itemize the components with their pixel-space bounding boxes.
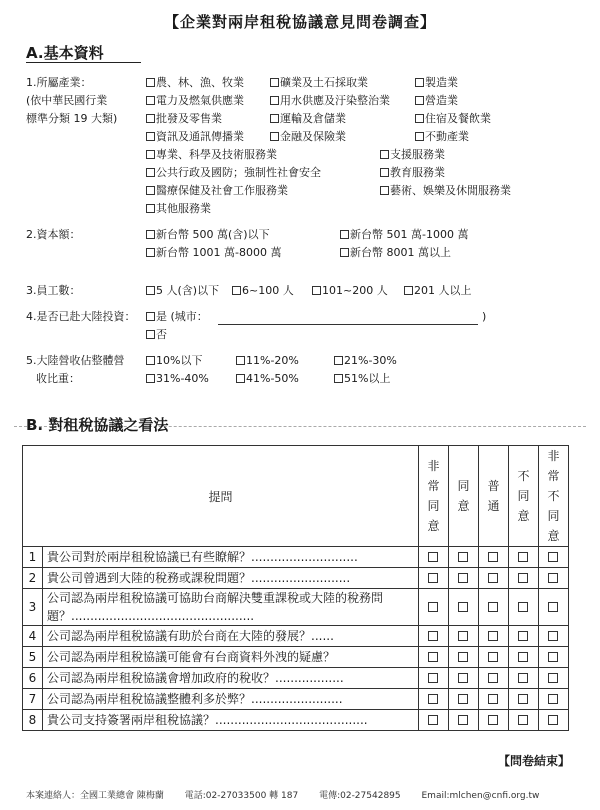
checkbox[interactable] xyxy=(312,286,321,295)
checkbox[interactable] xyxy=(340,248,349,257)
row-number: 2 xyxy=(23,568,43,589)
checkbox[interactable] xyxy=(236,374,245,383)
q1-option[interactable]: 運輸及倉儲業 xyxy=(270,110,346,128)
section-b-heading: B. 對租稅協議之看法 xyxy=(26,416,169,434)
table-row xyxy=(23,626,569,647)
checkbox[interactable] xyxy=(146,230,155,239)
q1-option[interactable]: 用水供應及汙染整治業 xyxy=(270,92,390,110)
table-row xyxy=(23,547,569,568)
table-row xyxy=(23,647,569,668)
checkbox[interactable] xyxy=(548,715,558,725)
checkbox[interactable] xyxy=(270,132,279,141)
checkbox[interactable] xyxy=(518,673,528,683)
checkbox[interactable] xyxy=(428,652,438,662)
contact-phone: 電話:02-27033500 轉 187 xyxy=(184,791,299,801)
checkbox[interactable] xyxy=(232,286,241,295)
checkbox[interactable] xyxy=(548,652,558,662)
q1-option[interactable]: 支援服務業 xyxy=(380,146,445,164)
row-number: 8 xyxy=(23,710,43,731)
q2-option[interactable]: 新台幣 1001 萬-8000 萬 xyxy=(146,244,281,262)
table-row xyxy=(23,589,569,626)
checkbox[interactable] xyxy=(146,114,155,123)
row-question: 公司認為兩岸租稅協議整體利多於弊？........................ xyxy=(43,689,419,710)
opinion-table xyxy=(22,445,569,731)
checkbox[interactable] xyxy=(428,673,438,683)
checkbox[interactable] xyxy=(518,652,528,662)
checkbox[interactable] xyxy=(146,150,155,159)
q4-option-yes[interactable]: 是 (城市： xyxy=(146,308,208,326)
q1-option[interactable]: 專業、科學及技術服務業 xyxy=(146,146,277,164)
row-question: 貴公司對於兩岸租稅協議已有些瞭解？............................ xyxy=(43,547,419,568)
checkbox[interactable] xyxy=(458,573,468,583)
q4-close-paren: ) xyxy=(482,310,487,323)
checkbox[interactable] xyxy=(458,602,468,612)
checkbox[interactable] xyxy=(146,248,155,257)
q1-option[interactable]: 資訊及通訊傳播業 xyxy=(146,128,244,146)
row-number: 5 xyxy=(23,647,43,668)
row-number: 3 xyxy=(23,589,43,626)
scale-disagree: 不 同 意 xyxy=(509,446,539,547)
checkbox[interactable] xyxy=(415,132,424,141)
contact-person: 本案連絡人：全國工業總會 陳梅蘭 xyxy=(26,791,164,801)
scale-strongly-disagree: 非 常 不 同 意 xyxy=(539,446,569,547)
q2-option[interactable]: 新台幣 501 萬-1000 萬 xyxy=(340,226,468,244)
checkbox[interactable] xyxy=(488,694,498,704)
row-question: 貴公司曾遇到大陸的稅務或課稅問題？.......................... xyxy=(43,568,419,589)
checkbox[interactable] xyxy=(458,715,468,725)
checkbox[interactable] xyxy=(488,652,498,662)
checkbox[interactable] xyxy=(428,694,438,704)
checkbox[interactable] xyxy=(146,96,155,105)
checkbox[interactable] xyxy=(334,374,343,383)
q3-label: 3.員工數： xyxy=(26,284,81,297)
q2-option[interactable]: 新台幣 8001 萬以上 xyxy=(340,244,451,262)
q3-option[interactable]: 101~200 人 xyxy=(312,282,388,300)
checkbox[interactable] xyxy=(146,374,155,383)
checkbox[interactable] xyxy=(270,78,279,87)
checkbox[interactable] xyxy=(236,356,245,365)
checkbox[interactable] xyxy=(146,204,155,213)
checkbox[interactable] xyxy=(146,312,155,321)
checkbox[interactable] xyxy=(548,673,558,683)
checkbox[interactable] xyxy=(518,631,528,641)
checkbox[interactable] xyxy=(334,356,343,365)
q4-option-no[interactable]: 否 xyxy=(146,326,167,344)
checkbox[interactable] xyxy=(458,552,468,562)
checkbox[interactable] xyxy=(428,631,438,641)
checkbox[interactable] xyxy=(380,150,389,159)
q3-option[interactable]: 6~100 人 xyxy=(232,282,294,300)
checkbox[interactable] xyxy=(415,78,424,87)
scale-agree: 同 意 xyxy=(449,446,479,547)
q1-option[interactable]: 藝術、娛樂及休閒服務業 xyxy=(380,182,511,200)
footer-contact xyxy=(26,788,586,801)
checkbox[interactable] xyxy=(458,673,468,683)
checkbox[interactable] xyxy=(458,652,468,662)
checkbox[interactable] xyxy=(415,96,424,105)
q2-option[interactable]: 新台幣 500 萬(含)以下 xyxy=(146,226,270,244)
row-question: 公司認為兩岸租稅協議會增加政府的稅收？.................. xyxy=(43,668,419,689)
q1-label-note: (依中華民國行業 xyxy=(26,94,108,107)
checkbox[interactable] xyxy=(428,552,438,562)
checkbox[interactable] xyxy=(146,132,155,141)
checkbox[interactable] xyxy=(518,552,528,562)
table-row xyxy=(23,710,569,731)
q5-option[interactable]: 31%-40% xyxy=(146,370,209,388)
checkbox[interactable] xyxy=(146,356,155,365)
q1-label-note: 標準分類 19 大類) xyxy=(26,112,118,125)
q5-label-cont: 收比重： xyxy=(36,372,80,385)
checkbox[interactable] xyxy=(488,715,498,725)
checkbox[interactable] xyxy=(146,330,155,339)
checkbox[interactable] xyxy=(415,114,424,123)
checkbox[interactable] xyxy=(488,631,498,641)
q1-option[interactable]: 礦業及土石採取業 xyxy=(270,74,368,92)
section-a-underline xyxy=(26,62,141,63)
q1-option[interactable]: 製造業 xyxy=(415,74,458,92)
row-number: 4 xyxy=(23,626,43,647)
row-number: 1 xyxy=(23,547,43,568)
row-question: 公司認為兩岸租稅協議有助於台商在大陸的發展？...... xyxy=(43,626,419,647)
q5-option[interactable]: 21%-30% xyxy=(334,352,397,370)
checkbox[interactable] xyxy=(488,573,498,583)
q5-option[interactable]: 11%-20% xyxy=(236,352,299,370)
scale-strongly-agree: 非 常 同 意 xyxy=(419,446,449,547)
q3-option[interactable]: 201 人以上 xyxy=(404,282,472,300)
q4-label: 4.是否已赴大陸投資： xyxy=(26,310,136,323)
q2-label: 2.資本額： xyxy=(26,228,81,241)
q5-label: 5.大陸營收佔整體營 xyxy=(26,354,125,367)
checkbox[interactable] xyxy=(428,602,438,612)
q1-option[interactable]: 批發及零售業 xyxy=(146,110,222,128)
checkbox[interactable] xyxy=(548,552,558,562)
checkbox[interactable] xyxy=(146,168,155,177)
checkbox[interactable] xyxy=(380,186,389,195)
checkbox[interactable] xyxy=(458,694,468,704)
checkbox[interactable] xyxy=(518,694,528,704)
checkbox[interactable] xyxy=(404,286,413,295)
table-header-row xyxy=(23,446,569,547)
checkbox[interactable] xyxy=(488,673,498,683)
q1-option[interactable]: 住宿及餐飲業 xyxy=(415,110,491,128)
q1-option[interactable]: 金融及保險業 xyxy=(270,128,346,146)
checkbox[interactable] xyxy=(488,552,498,562)
checkbox[interactable] xyxy=(270,114,279,123)
page-title: 【企業對兩岸租稅協議意見問卷調查】 xyxy=(163,13,436,31)
question-header: 提問 xyxy=(23,446,419,547)
checkbox[interactable] xyxy=(146,286,155,295)
row-question: 公司認為兩岸租稅協議可協助台商解決雙重課稅或大陸的稅務問題？................................................ xyxy=(43,589,419,626)
checkbox[interactable] xyxy=(428,715,438,725)
checkbox[interactable] xyxy=(548,602,558,612)
checkbox[interactable] xyxy=(518,715,528,725)
row-question: 貴公司支持簽署兩岸租稅協議？........................................ xyxy=(43,710,419,731)
q3-option[interactable]: 5 人(含)以下 xyxy=(146,282,219,300)
q1-option[interactable]: 醫療保健及社會工作服務業 xyxy=(146,182,288,200)
checkbox[interactable] xyxy=(428,573,438,583)
checkbox[interactable] xyxy=(518,602,528,612)
checkbox[interactable] xyxy=(340,230,349,239)
table-row xyxy=(23,568,569,589)
table-row xyxy=(23,668,569,689)
q1-option[interactable]: 電力及燃氣供應業 xyxy=(146,92,244,110)
contact-fax: 電傳:02-27542895 xyxy=(319,791,401,801)
q1-option[interactable]: 營造業 xyxy=(415,92,458,110)
checkbox[interactable] xyxy=(458,631,468,641)
checkbox[interactable] xyxy=(488,602,498,612)
checkbox[interactable] xyxy=(518,573,528,583)
checkbox[interactable] xyxy=(548,573,558,583)
checkbox[interactable] xyxy=(380,168,389,177)
scale-neutral: 普 通 xyxy=(479,446,509,547)
row-number: 7 xyxy=(23,689,43,710)
q1-option[interactable]: 其他服務業 xyxy=(146,200,211,218)
q5-option[interactable]: 10%以下 xyxy=(146,352,202,370)
end-note: 【問卷結束】 xyxy=(498,754,571,768)
section-a-heading: A.基本資料 xyxy=(26,44,104,62)
row-number: 6 xyxy=(23,668,43,689)
city-input-line[interactable] xyxy=(218,324,478,325)
q5-option[interactable]: 41%-50% xyxy=(236,370,299,388)
q1-label: 1.所屬產業： xyxy=(26,76,92,89)
checkbox[interactable] xyxy=(548,694,558,704)
q5-option[interactable]: 51%以上 xyxy=(334,370,390,388)
q1-option[interactable]: 不動產業 xyxy=(415,128,469,146)
checkbox[interactable] xyxy=(270,96,279,105)
q1-option[interactable]: 公共行政及國防；強制性社會安全 xyxy=(146,164,321,182)
row-question: 公司認為兩岸租稅協議可能會有台商資料外洩的疑慮？ xyxy=(43,647,419,668)
checkbox[interactable] xyxy=(548,631,558,641)
q1-option[interactable]: 農、林、漁、牧業 xyxy=(146,74,244,92)
checkbox[interactable] xyxy=(146,186,155,195)
checkbox[interactable] xyxy=(146,78,155,87)
contact-email[interactable]: Email:mlchen@cnfi.org.tw xyxy=(421,791,540,801)
q1-option[interactable]: 教育服務業 xyxy=(380,164,445,182)
table-row xyxy=(23,689,569,710)
